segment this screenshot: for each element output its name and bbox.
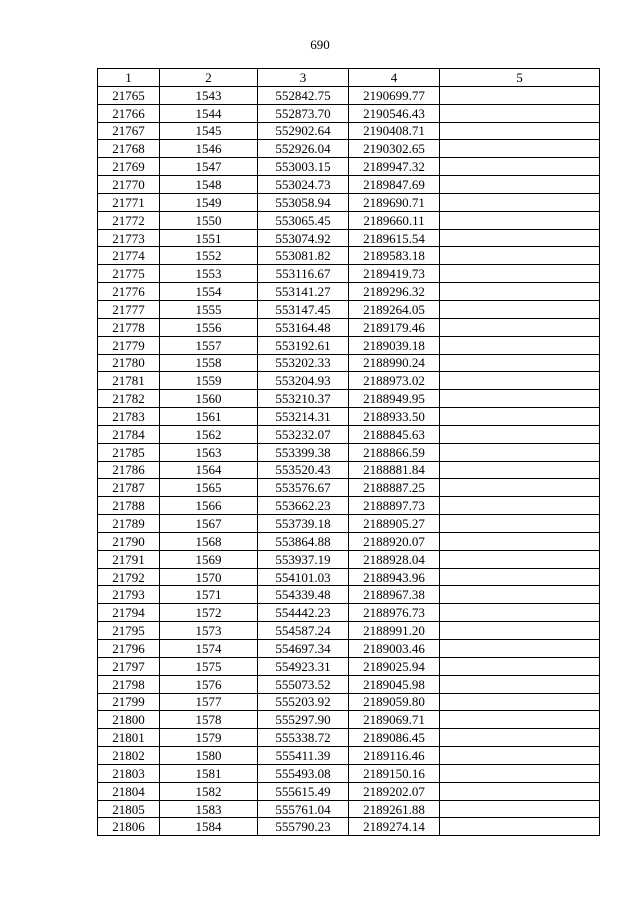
table-cell: 1557 [160,336,258,354]
table-row [98,532,600,550]
table-cell: 553003.15 [258,158,349,176]
table-row [98,568,600,586]
table-cell [440,193,600,211]
table-cell: 553739.18 [258,515,349,533]
table-cell: 21804 [98,782,160,800]
table-cell [440,158,600,176]
table-cell: 21776 [98,283,160,301]
table-cell: 21800 [98,711,160,729]
table-cell: 21791 [98,550,160,568]
table-cell: 1572 [160,604,258,622]
table-row [98,818,600,836]
table-row [98,336,600,354]
table-row [98,604,600,622]
table-cell: 2189947.32 [349,158,440,176]
table-cell [440,408,600,426]
table-cell: 2189086.45 [349,729,440,747]
table-cell [440,532,600,550]
table-cell: 1566 [160,497,258,515]
table-cell [440,176,600,194]
table-cell: 21796 [98,640,160,658]
table-row [98,283,600,301]
column-header: 2 [160,69,258,87]
table-cell: 2189116.46 [349,747,440,765]
table-cell: 1581 [160,764,258,782]
table-cell: 2188866.59 [349,443,440,461]
table-cell: 2190408.71 [349,122,440,140]
table-cell: 2189069.71 [349,711,440,729]
table-cell: 1578 [160,711,258,729]
table-cell: 554923.31 [258,657,349,675]
table-cell: 553864.88 [258,532,349,550]
table-row [98,229,600,247]
table-cell: 2189003.46 [349,640,440,658]
table-cell: 553024.73 [258,176,349,194]
table-cell: 2188991.20 [349,622,440,640]
table-cell: 1546 [160,140,258,158]
table-cell: 1583 [160,800,258,818]
table-row [98,372,600,390]
table-cell [440,640,600,658]
table-cell: 2189847.69 [349,176,440,194]
table-cell [440,354,600,372]
table-cell: 21779 [98,336,160,354]
table-cell: 553662.23 [258,497,349,515]
table-cell: 2189179.46 [349,318,440,336]
table-cell: 21774 [98,247,160,265]
table-cell: 553074.92 [258,229,349,247]
table-cell: 21770 [98,176,160,194]
table-cell: 2188887.25 [349,479,440,497]
table-cell: 1555 [160,300,258,318]
table-cell: 21782 [98,390,160,408]
table-row [98,675,600,693]
table-cell: 21783 [98,408,160,426]
table-cell: 553214.31 [258,408,349,426]
table-row [98,461,600,479]
table-cell: 21771 [98,193,160,211]
table-cell: 1553 [160,265,258,283]
table-cell: 553141.27 [258,283,349,301]
table-cell: 2188881.84 [349,461,440,479]
table-cell: 2189261.88 [349,800,440,818]
table-cell: 1558 [160,354,258,372]
column-header: 3 [258,69,349,87]
table-cell: 21802 [98,747,160,765]
table-cell: 1576 [160,675,258,693]
table-cell: 2188943.96 [349,568,440,586]
table-row [98,497,600,515]
table-cell: 2189039.18 [349,336,440,354]
table-cell: 21778 [98,318,160,336]
table-cell: 555073.52 [258,675,349,693]
table-row [98,86,600,104]
table-cell: 1582 [160,782,258,800]
table-row [98,140,600,158]
table-row [98,300,600,318]
table-cell: 2188990.24 [349,354,440,372]
table-cell: 553937.19 [258,550,349,568]
table-cell: 1563 [160,443,258,461]
table-cell [440,86,600,104]
table-cell: 555297.90 [258,711,349,729]
table-cell: 21777 [98,300,160,318]
table-cell: 1545 [160,122,258,140]
table-cell [440,300,600,318]
table-cell [440,104,600,122]
table-cell: 21801 [98,729,160,747]
table-cell: 2189045.98 [349,675,440,693]
table-cell: 21785 [98,443,160,461]
table-cell: 21792 [98,568,160,586]
table-cell: 1544 [160,104,258,122]
table-cell: 555615.49 [258,782,349,800]
table-cell: 2189274.14 [349,818,440,836]
table-cell: 555411.39 [258,747,349,765]
table-cell: 1564 [160,461,258,479]
table-cell: 555493.08 [258,764,349,782]
table-cell: 1574 [160,640,258,658]
table-row [98,782,600,800]
table-cell: 21769 [98,158,160,176]
table-cell: 21787 [98,479,160,497]
table-cell: 553210.37 [258,390,349,408]
table-cell: 1565 [160,479,258,497]
table-cell [440,425,600,443]
table-cell: 2188973.02 [349,372,440,390]
table-cell [440,568,600,586]
table-cell: 2189615.54 [349,229,440,247]
table-cell: 1560 [160,390,258,408]
table-cell: 1559 [160,372,258,390]
table-cell: 2189419.73 [349,265,440,283]
table-cell [440,782,600,800]
table-cell [440,443,600,461]
table-cell: 2188928.04 [349,550,440,568]
table-cell: 553202.33 [258,354,349,372]
table-cell [440,622,600,640]
table-cell: 21784 [98,425,160,443]
table-cell [440,604,600,622]
table-cell: 553058.94 [258,193,349,211]
table-row [98,104,600,122]
table-cell: 21766 [98,104,160,122]
table-row [98,515,600,533]
table-cell: 1584 [160,818,258,836]
table-cell: 21772 [98,211,160,229]
table-cell: 21773 [98,229,160,247]
table-cell [440,729,600,747]
table-cell: 2190699.77 [349,86,440,104]
table-cell [440,372,600,390]
table-cell: 554339.48 [258,586,349,604]
table-cell: 21786 [98,461,160,479]
table-cell: 553065.45 [258,211,349,229]
table-cell [440,515,600,533]
table-cell [440,283,600,301]
table-row [98,390,600,408]
table-cell: 21806 [98,818,160,836]
table-cell [440,211,600,229]
table-cell: 2189296.32 [349,283,440,301]
table-row [98,211,600,229]
table-row [98,640,600,658]
table-cell: 2188897.73 [349,497,440,515]
table-cell: 21803 [98,764,160,782]
table-row [98,193,600,211]
table-row [98,479,600,497]
table-cell: 555761.04 [258,800,349,818]
table-cell [440,586,600,604]
table-row [98,408,600,426]
table-cell: 553164.48 [258,318,349,336]
table-cell: 21805 [98,800,160,818]
table-cell: 1554 [160,283,258,301]
table-cell [440,122,600,140]
table-cell [440,764,600,782]
table-cell: 554587.24 [258,622,349,640]
table-cell [440,461,600,479]
table-cell: 555338.72 [258,729,349,747]
page-number: 690 [310,37,330,52]
table-cell [440,550,600,568]
coordinates-table [97,68,600,836]
table-cell [440,497,600,515]
column-header: 1 [98,69,160,87]
table-cell: 1569 [160,550,258,568]
table-cell: 1562 [160,425,258,443]
table-cell: 2188920.07 [349,532,440,550]
table-cell: 554101.03 [258,568,349,586]
table-row [98,764,600,782]
table-cell [440,336,600,354]
table-cell: 1571 [160,586,258,604]
table-cell: 554442.23 [258,604,349,622]
table-cell: 21799 [98,693,160,711]
table-row [98,586,600,604]
table-cell: 552842.75 [258,86,349,104]
table-cell [440,800,600,818]
table-cell: 1580 [160,747,258,765]
table-cell: 553520.43 [258,461,349,479]
table-cell: 21788 [98,497,160,515]
table-row [98,747,600,765]
table-cell: 21765 [98,86,160,104]
table-cell: 21768 [98,140,160,158]
table-cell: 554697.34 [258,640,349,658]
table-cell: 21795 [98,622,160,640]
table-cell: 2189059.80 [349,693,440,711]
table-cell: 21780 [98,354,160,372]
table-cell: 21790 [98,532,160,550]
table-cell: 2189025.94 [349,657,440,675]
table-cell: 1550 [160,211,258,229]
table-cell: 1573 [160,622,258,640]
table-cell: 1549 [160,193,258,211]
table-row [98,122,600,140]
table-cell [440,675,600,693]
column-header: 4 [349,69,440,87]
table-cell: 1579 [160,729,258,747]
table-cell [440,657,600,675]
table-cell [440,747,600,765]
table-cell: 2190302.65 [349,140,440,158]
table-cell: 553081.82 [258,247,349,265]
table-row [98,176,600,194]
table-cell: 21767 [98,122,160,140]
table-cell [440,818,600,836]
table-cell: 21793 [98,586,160,604]
table-header-row [98,69,600,87]
table-cell: 1561 [160,408,258,426]
column-header: 5 [440,69,600,87]
table-cell [440,693,600,711]
table-cell: 553204.93 [258,372,349,390]
table-cell: 21775 [98,265,160,283]
table-cell: 2190546.43 [349,104,440,122]
table-cell: 2189264.05 [349,300,440,318]
table-row [98,354,600,372]
table-cell: 553116.67 [258,265,349,283]
table-cell: 1575 [160,657,258,675]
table-cell: 555790.23 [258,818,349,836]
table-cell: 552873.70 [258,104,349,122]
table-cell [440,247,600,265]
table-row [98,318,600,336]
table-row [98,711,600,729]
table-cell: 1577 [160,693,258,711]
table-cell: 1568 [160,532,258,550]
table-cell: 552902.64 [258,122,349,140]
table-row [98,657,600,675]
table-cell: 21797 [98,657,160,675]
table-cell: 1543 [160,86,258,104]
table-cell: 2188905.27 [349,515,440,533]
table-cell [440,140,600,158]
table-cell: 2188933.50 [349,408,440,426]
table-cell: 1547 [160,158,258,176]
table-cell: 553192.61 [258,336,349,354]
table-row [98,729,600,747]
table-cell [440,229,600,247]
table-cell: 21789 [98,515,160,533]
table-row [98,265,600,283]
table-cell: 2189583.18 [349,247,440,265]
table-cell: 1552 [160,247,258,265]
table-body [98,86,600,835]
table-row [98,550,600,568]
table-cell [440,318,600,336]
table-cell: 1567 [160,515,258,533]
table-cell: 1556 [160,318,258,336]
table-cell: 553576.67 [258,479,349,497]
table-cell [440,390,600,408]
table-cell: 1548 [160,176,258,194]
table-cell: 2189690.71 [349,193,440,211]
table-row [98,443,600,461]
table-cell: 21798 [98,675,160,693]
table-cell: 552926.04 [258,140,349,158]
table-cell [440,265,600,283]
table-row [98,800,600,818]
table-cell: 2188967.38 [349,586,440,604]
table-cell: 555203.92 [258,693,349,711]
table-cell: 2189660.11 [349,211,440,229]
table-cell: 1551 [160,229,258,247]
table-row [98,693,600,711]
table-cell [440,711,600,729]
table-row [98,622,600,640]
table-cell: 553399.38 [258,443,349,461]
table-row [98,425,600,443]
table-cell [440,479,600,497]
table-cell: 21781 [98,372,160,390]
table-row [98,158,600,176]
table-cell: 21794 [98,604,160,622]
table-cell: 1570 [160,568,258,586]
table-cell: 2188845.63 [349,425,440,443]
table-cell: 2188976.73 [349,604,440,622]
table-cell: 553232.07 [258,425,349,443]
table-cell: 2188949.95 [349,390,440,408]
table-cell: 553147.45 [258,300,349,318]
table-row [98,247,600,265]
table-cell: 2189150.16 [349,764,440,782]
table-cell: 2189202.07 [349,782,440,800]
